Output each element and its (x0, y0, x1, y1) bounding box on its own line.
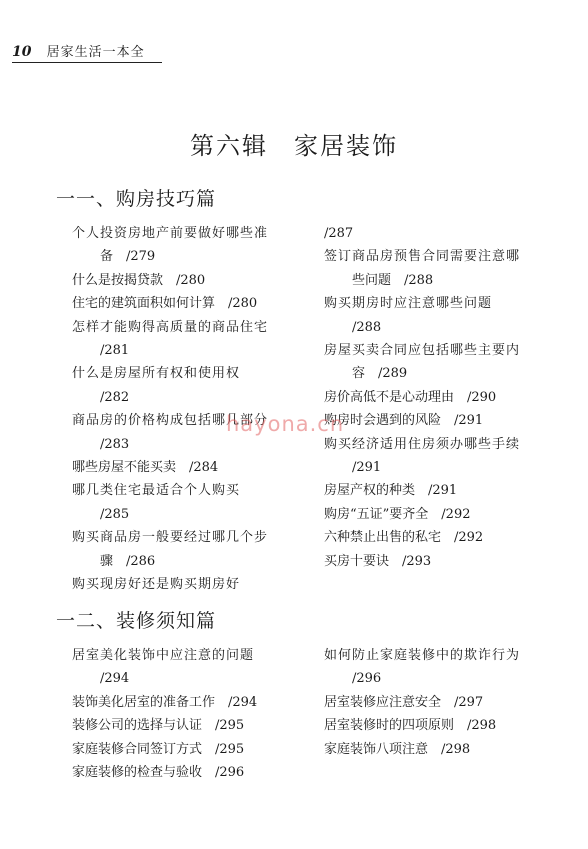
toc-entry-text: 住宅的建筑面积如何计算 /280 (72, 296, 258, 312)
toc-entry-text: 买房十要诀 /293 (324, 553, 432, 569)
toc-entry-text: 个人投资房地产前要做好哪些准 (72, 226, 269, 241)
toc-entry (72, 362, 298, 409)
toc-entry-text: 购房“五证”要齐全 /292 (324, 506, 471, 522)
toc-entry (324, 222, 550, 245)
toc-entry-text: 装饰美化居室的准备工作 /294 (72, 694, 258, 710)
toc-entry (72, 456, 298, 479)
toc-entry (72, 644, 298, 691)
toc-entry (72, 573, 298, 596)
toc-entry (324, 644, 550, 691)
toc-entry (324, 292, 550, 339)
toc-entry (324, 503, 550, 526)
toc-entry (324, 526, 550, 549)
toc-entry-text: 购买商品房一般要经过哪几个步 (72, 530, 269, 546)
toc-column-right (324, 222, 550, 573)
toc-entry-continuation: /282 (100, 389, 130, 405)
toc-entry (324, 386, 550, 409)
toc-entry-text: 商品房的价格构成包括哪几部分 (72, 413, 269, 429)
toc-entry (324, 691, 550, 714)
chapter-title: 第六辑 家居装饰 (190, 132, 398, 160)
toc-entry-text: 装修公司的选择与认证 /295 (72, 718, 245, 734)
book-title: 居家生活一本全 (46, 45, 145, 60)
toc-entry (72, 691, 298, 714)
toc-entry-text: 购房时会遇到的风险 /291 (324, 413, 484, 429)
toc-entry-continuation: /283 (100, 436, 130, 452)
toc-column-right (324, 644, 550, 761)
toc-entry-text: 家庭装饰八项注意 /298 (324, 741, 471, 757)
toc-entry-text: 房价高低不是心动理由 /290 (324, 389, 497, 405)
toc-entry (72, 479, 298, 526)
toc-entry-continuation: /296 (352, 671, 382, 687)
toc-entry-text: 怎样才能购得高质量的商品住宅 (72, 319, 269, 335)
toc-entry-text: 购买经济适用住房须办哪些手续 (324, 436, 521, 452)
toc-entry-continuation: /294 (100, 671, 130, 687)
toc-entry-text: 什么是房屋所有权和使用权 (72, 366, 241, 382)
toc-entry (72, 761, 298, 784)
toc-entry (72, 269, 298, 292)
toc-entry (72, 292, 298, 315)
toc-entry-text: 居室美化装饰中应注意的问题 (72, 648, 255, 663)
toc-entry-text: 房屋买卖合同应包括哪些主要内 (324, 343, 521, 359)
toc-entry-continuation: /288 (352, 319, 382, 335)
toc-entry-continuation: /285 (100, 506, 130, 522)
toc-entry-text: 居室装修应注意安全 /297 (324, 694, 484, 710)
toc-entry (324, 339, 550, 386)
toc-entry (324, 550, 550, 573)
toc-entry-text: 六种禁止出售的私宅 /292 (324, 530, 484, 546)
toc-entry-continuation: 容 /289 (352, 366, 408, 382)
toc-entry-text: /287 (324, 226, 354, 241)
toc-entry-continuation: 备 /279 (100, 249, 156, 265)
toc-entry-text: 房屋产权的种类 /291 (324, 483, 458, 499)
toc-entry (324, 433, 550, 480)
toc-entry (324, 738, 550, 761)
toc-entry-continuation: /281 (100, 343, 130, 359)
toc-column-left (72, 644, 298, 784)
toc-entry-text: 签订商品房预售合同需要注意哪 (324, 249, 521, 265)
watermark: hayona.cn (226, 412, 345, 436)
toc-entry-continuation: /291 (352, 460, 382, 476)
toc-entry-text: 居室装修时的四项原则 /298 (324, 718, 497, 734)
toc-entry (324, 245, 550, 292)
running-header (12, 41, 162, 63)
toc-entry (72, 714, 298, 737)
toc-entry (72, 222, 298, 269)
toc-entry (324, 479, 550, 502)
toc-entry-text: 家庭装修的检查与验收 /296 (72, 765, 245, 781)
toc-entry-text: 什么是按揭贷款 /280 (72, 272, 206, 288)
toc-entry-text: 购买现房好还是购买期房好 (72, 577, 241, 593)
toc-entry-text: 如何防止家庭装修中的欺诈行为 (324, 648, 521, 663)
toc-entry-text: 哪几类住宅最适合个人购买 (72, 483, 241, 499)
toc-entry (72, 738, 298, 761)
toc-entry-text: 购买期房时应注意哪些问题 (324, 296, 493, 312)
toc-entry (72, 526, 298, 573)
toc-entry-text: 哪些房屋不能买卖 /284 (72, 460, 219, 476)
section-title-house-buying: 一一、购房技巧篇 (56, 188, 217, 210)
toc-entry-continuation: 些问题 /288 (352, 272, 434, 288)
page-number: 10 (12, 44, 32, 60)
toc-entry (324, 409, 550, 432)
toc-entry (324, 714, 550, 737)
section-title-renovation: 一二、装修须知篇 (56, 610, 217, 632)
toc-entry-text: 家庭装修合同签订方式 /295 (72, 741, 245, 757)
toc-column-left (72, 222, 298, 597)
toc-entry (72, 316, 298, 363)
toc-entry-continuation: 骤 /286 (100, 553, 156, 569)
